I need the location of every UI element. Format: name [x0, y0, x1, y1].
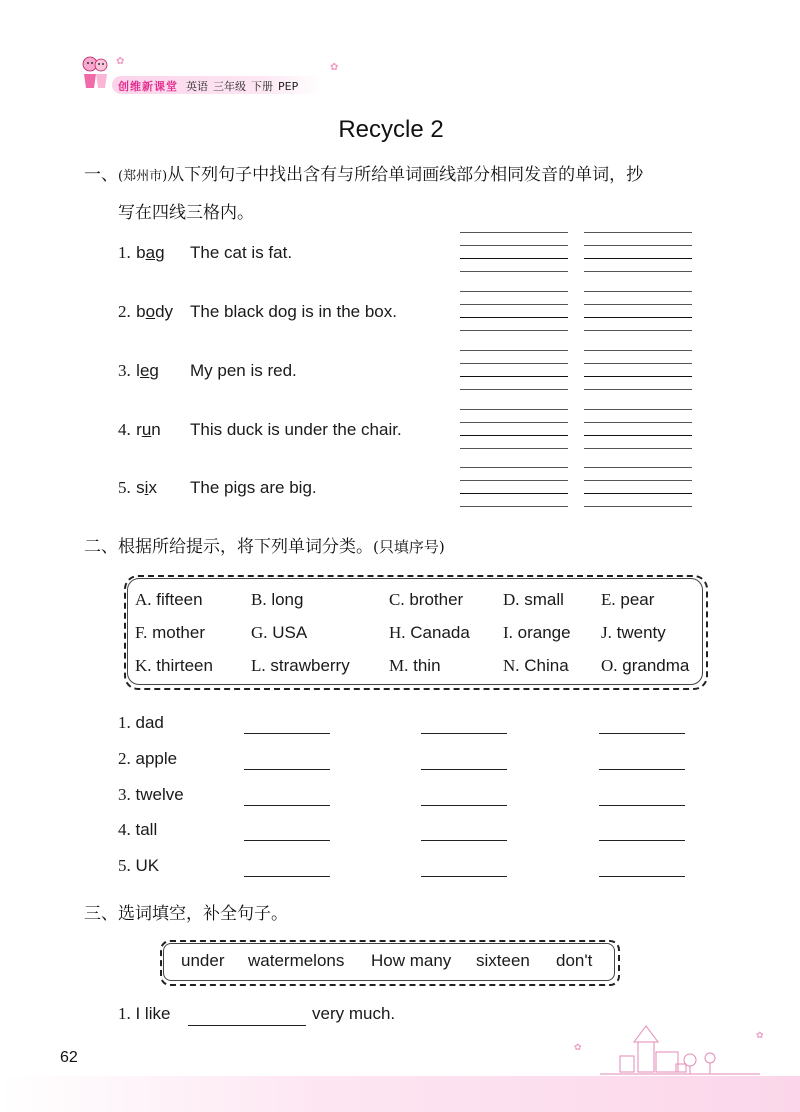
answer-blank[interactable]	[599, 733, 685, 734]
word-bank-item: O. grandma	[601, 656, 690, 675]
key-word: run	[136, 420, 161, 439]
sparkle-icon: ✿	[330, 62, 339, 73]
section-2-hint: (只填序号)	[373, 538, 445, 556]
word-bank-item: I. orange	[503, 623, 571, 642]
writing-grid[interactable]	[460, 409, 568, 449]
item-number: 3.	[118, 361, 131, 380]
answer-blank[interactable]	[244, 876, 330, 877]
answer-blank[interactable]	[244, 733, 330, 734]
item-number: 5.	[118, 478, 131, 497]
brand-name: 创维新课堂	[118, 80, 178, 93]
section-2-instruction: 根据所给提示，将下列单词分类。	[118, 537, 373, 557]
word-bank-item: J. twenty	[601, 623, 666, 642]
word-bank-item: F. mother	[135, 623, 205, 642]
section-1-source-tag: (郑州市)	[118, 169, 168, 184]
option-word: don't	[556, 951, 593, 970]
answer-blank[interactable]	[421, 840, 507, 841]
writing-grid[interactable]	[460, 350, 568, 390]
section-2-number: 二、	[84, 537, 118, 557]
classify-item: 4. tall	[118, 820, 158, 839]
answer-blank[interactable]	[421, 805, 507, 806]
svg-text:✿: ✿	[574, 1043, 582, 1053]
page-title: Recycle 2	[338, 116, 444, 143]
word-bank-item: K. thirteen	[135, 656, 213, 675]
classify-item: 2. apple	[118, 749, 178, 768]
option-word: under	[181, 951, 225, 970]
section-3-number: 三、	[84, 904, 118, 924]
fill-sentence: 1. I like	[118, 1004, 171, 1023]
answer-blank[interactable]	[599, 876, 685, 877]
answer-blank[interactable]	[244, 769, 330, 770]
book-edition: PEP	[278, 80, 299, 93]
word-bank-item: N. China	[503, 656, 569, 675]
section-1-number: 一、	[84, 165, 118, 185]
option-word: sixteen	[476, 951, 530, 970]
answer-blank[interactable]	[421, 769, 507, 770]
writing-grid[interactable]	[460, 291, 568, 331]
phonics-item	[118, 302, 458, 328]
sentence: The black dog is in the box.	[190, 302, 397, 321]
writing-grid[interactable]	[584, 291, 692, 331]
section-1-title	[84, 160, 643, 185]
key-word: bag	[136, 243, 165, 262]
section-1-instruction: 从下列句子中找出含有与所给单词画线部分相同发音的单词，抄	[167, 165, 644, 185]
answer-blank[interactable]	[188, 1025, 306, 1026]
section-3-instruction: 选词填空，补全句子。	[118, 904, 288, 924]
writing-grid[interactable]	[460, 232, 568, 272]
option-word: How many	[371, 951, 452, 970]
word-bank-item: E. pear	[601, 590, 655, 609]
book-info	[186, 78, 303, 94]
sentence: The cat is fat.	[190, 243, 293, 262]
sentence: The pigs are big.	[190, 478, 317, 497]
sparkle-icon: ✿	[116, 56, 125, 67]
word-bank-item: H. Canada	[389, 623, 470, 642]
classify-item: 5. UK	[118, 856, 160, 875]
word-bank-item: B. long	[251, 590, 304, 609]
answer-blank[interactable]	[421, 733, 507, 734]
phonics-item	[118, 243, 458, 269]
writing-grid[interactable]	[584, 232, 692, 272]
item-number: 2.	[118, 302, 131, 321]
word-bank-item: D. small	[503, 590, 564, 609]
word-bank-item: A. fifteen	[135, 590, 203, 609]
item-number: 1.	[118, 243, 131, 262]
key-word: leg	[136, 361, 159, 380]
section-2-title	[84, 532, 445, 557]
book-subject: 英语	[186, 80, 208, 93]
section-1-instruction-cont: 写在四线三格内。	[118, 203, 254, 223]
answer-blank[interactable]	[599, 840, 685, 841]
answer-blank[interactable]	[244, 805, 330, 806]
castle-decoration-icon	[560, 1020, 800, 1080]
footer-band	[0, 1076, 800, 1112]
underlined-letter: o	[145, 302, 156, 321]
answer-blank[interactable]	[599, 805, 685, 806]
classify-item: 3. twelve	[118, 785, 184, 804]
writing-grid[interactable]	[584, 467, 692, 507]
underlined-letter: i	[144, 478, 149, 497]
writing-grid[interactable]	[460, 467, 568, 507]
phonics-item	[118, 478, 458, 504]
underlined-letter: e	[139, 361, 150, 380]
phonics-item	[118, 420, 458, 446]
phonics-item	[118, 361, 458, 387]
book-grade: 三年级	[213, 80, 246, 93]
writing-grid[interactable]	[584, 409, 692, 449]
sentence: This duck is under the chair.	[190, 420, 402, 439]
word-bank-item: G. USA	[251, 623, 308, 642]
word-bank-item: M. thin	[389, 656, 441, 675]
kids-logo-icon	[78, 52, 112, 92]
answer-blank[interactable]	[421, 876, 507, 877]
answer-blank[interactable]	[244, 840, 330, 841]
item-number: 4.	[118, 420, 131, 439]
key-word: six	[136, 478, 157, 497]
underlined-letter: a	[145, 243, 156, 262]
word-bank-item: L. strawberry	[251, 656, 350, 675]
book-volume: 下册	[251, 80, 273, 93]
key-word: body	[136, 302, 174, 321]
fill-sentence-end: very much.	[312, 1004, 396, 1023]
option-word: watermelons	[248, 951, 345, 970]
underlined-letter: u	[141, 420, 152, 439]
classify-item: 1. dad	[118, 713, 164, 732]
svg-text:✿: ✿	[756, 1031, 764, 1041]
section-3-title	[84, 899, 288, 924]
page-number: 62	[60, 1049, 78, 1066]
answer-blank[interactable]	[599, 769, 685, 770]
sentence: My pen is red.	[190, 361, 297, 380]
writing-grid[interactable]	[584, 350, 692, 390]
word-bank-item: C. brother	[389, 590, 464, 609]
